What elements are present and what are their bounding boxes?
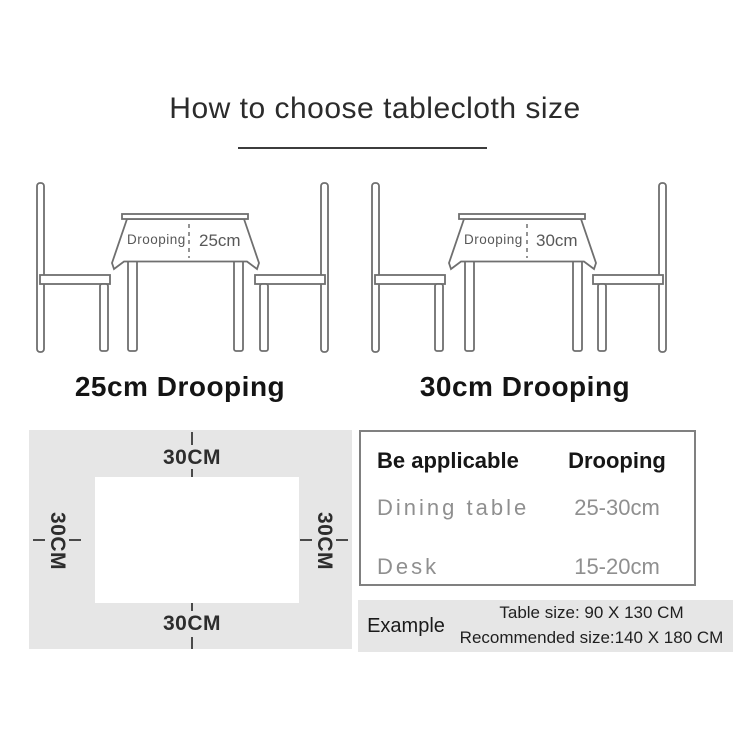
- margin-diagram: [29, 430, 352, 649]
- example-box: [358, 600, 733, 652]
- drooping-value-30: 30cm: [536, 231, 578, 250]
- table-header-drooping: Drooping: [568, 448, 666, 473]
- drooping-label-25: Drooping: [127, 232, 186, 247]
- table-cell-desk: Desk: [377, 554, 440, 579]
- tick-top-outer: [191, 432, 193, 445]
- margin-left-label: 30CM: [46, 511, 69, 571]
- table-header-applicable: Be applicable: [377, 448, 519, 473]
- example-label: Example: [367, 614, 445, 637]
- tick-right-outer: [336, 539, 348, 541]
- margin-right-label: 30CM: [313, 511, 336, 571]
- margin-top-label: 30CM: [162, 446, 222, 469]
- example-table-size: Table size: 90 X 130 CM: [499, 603, 684, 623]
- caption-25cm-drooping: 25cm Drooping: [74, 371, 286, 402]
- tick-left-inner: [69, 539, 81, 541]
- table-cell-desk-value: 15-20cm: [574, 554, 660, 579]
- example-recommended-size: Recommended size:140 X 180 CM: [459, 628, 724, 647]
- tick-right-inner: [300, 539, 312, 541]
- caption-30cm-drooping: 30cm Drooping: [419, 371, 631, 402]
- chair-right-icon: [255, 183, 328, 352]
- chair-right-icon: [593, 183, 666, 352]
- drooping-value-25: 25cm: [199, 231, 241, 250]
- table-25cm-icon: [112, 214, 259, 351]
- tick-bottom-outer: [191, 637, 193, 649]
- example-lines: [454, 601, 733, 650]
- drooping-size-table: [359, 430, 696, 586]
- drooping-label-30: Drooping: [464, 232, 523, 247]
- table-30cm-icon: [449, 214, 596, 351]
- margin-bottom-label: 30CM: [162, 612, 222, 635]
- chair-left-icon: [37, 183, 110, 352]
- table-cell-dining-value: 25-30cm: [574, 495, 660, 520]
- table-cell-dining-table: Dining table: [377, 495, 530, 520]
- tick-top-inner: [191, 469, 193, 477]
- tick-bottom-inner: [191, 603, 193, 611]
- tick-left-outer: [33, 539, 45, 541]
- chair-left-icon: [372, 183, 445, 352]
- page-title: How to choose tablecloth size: [169, 92, 581, 125]
- tabletop-rectangle: [95, 477, 299, 603]
